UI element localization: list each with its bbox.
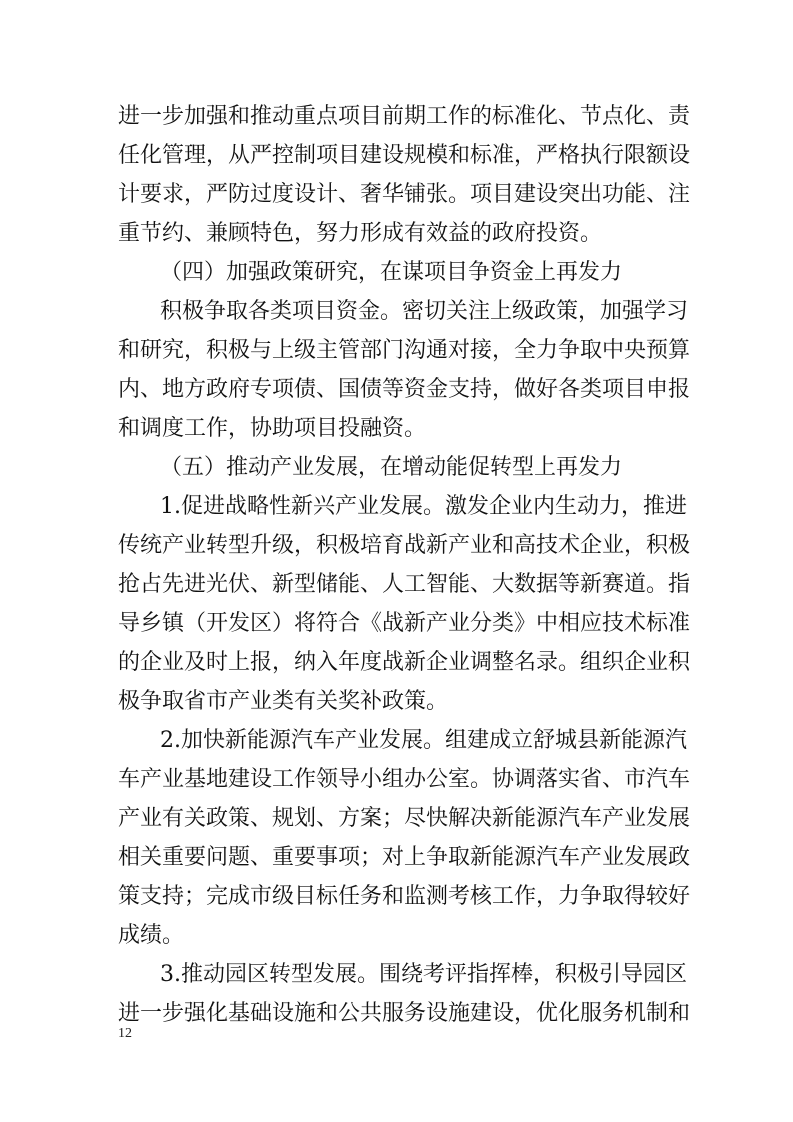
text-line: 2.加快新能源汽车产业发展。组建成立舒城县新能源汽 xyxy=(160,728,687,753)
text-line: 抢占先进光伏、新型储能、人工智能、大数据等新赛道。指 xyxy=(118,572,691,597)
section-heading-5: （五）推动产业发展，在增动能促转型上再发力 xyxy=(160,455,623,480)
text-line: 的企业及时上报，纳入年度战新企业调整名录。组织企业积 xyxy=(118,650,691,675)
text-line: 和研究，积极与上级主管部门沟通对接，全力争取中央预算 xyxy=(118,338,691,363)
text-line: 策支持；完成市级目标任务和监测考核工作，力争取得较好 xyxy=(118,884,691,909)
text-line: 成绩。 xyxy=(118,923,185,948)
text-line: 车产业基地建设工作领导小组办公室。协调落实省、市汽车 xyxy=(118,767,691,792)
text-line: 导乡镇（开发区）将符合《战新产业分类》中相应技术标准 xyxy=(118,611,691,636)
text-line: 任化管理，从严控制项目建设规模和标准，严格执行限额设 xyxy=(118,143,691,168)
text-line: 进一步强化基础设施和公共服务设施建设，优化服务机制和 xyxy=(118,1001,691,1026)
page-number: 12 xyxy=(118,1026,132,1041)
text-line: 和调度工作，协助项目投融资。 xyxy=(118,416,427,441)
text-line: 重节约、兼顾特色，努力形成有效益的政府投资。 xyxy=(118,221,603,246)
text-line: 相关重要问题、重要事项；对上争取新能源汽车产业发展政 xyxy=(118,845,691,870)
text-line: 3.推动园区转型发展。围绕考评指挥棒，积极引导园区 xyxy=(160,962,687,987)
text-line: 传统产业转型升级，积极培育战新产业和高技术企业，积极 xyxy=(118,533,691,558)
text-line: 进一步加强和推动重点项目前期工作的标准化、节点化、责 xyxy=(118,104,691,129)
text-line: 极争取省市产业类有关奖补政策。 xyxy=(118,689,449,714)
text-line: 积极争取各类项目资金。密切关注上级政策，加强学习 xyxy=(160,299,689,324)
section-heading-4: （四）加强政策研究，在谋项目争资金上再发力 xyxy=(160,260,623,285)
text-line: 1.促进战略性新兴产业发展。激发企业内生动力，推进 xyxy=(160,494,687,519)
text-line: 计要求，严防过度设计、奢华铺张。项目建设突出功能、注 xyxy=(118,182,691,207)
text-line: 产业有关政策、规划、方案；尽快解决新能源汽车产业发展 xyxy=(118,806,691,831)
text-line: 内、地方政府专项债、国债等资金支持，做好各类项目申报 xyxy=(118,377,691,402)
